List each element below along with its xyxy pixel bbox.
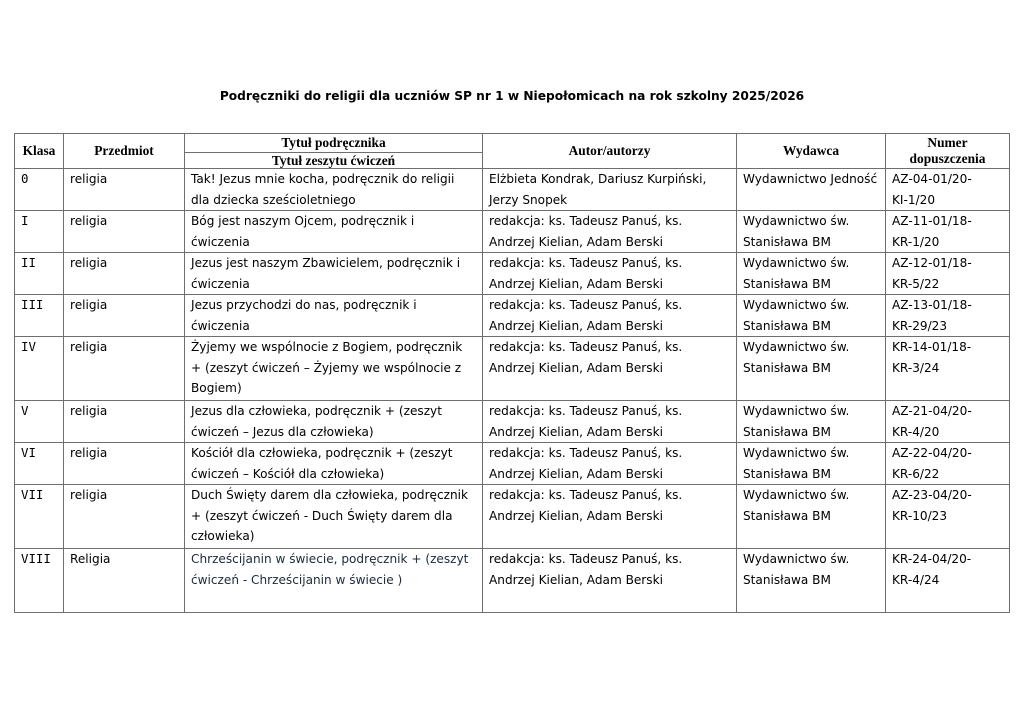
cell-wydawca: Wydawnictwo św. Stanisława BM bbox=[737, 337, 886, 401]
table-row bbox=[15, 337, 1010, 401]
cell-tytul: Duch Święty darem dla człowieka, podręcznik + (zeszyt ćwiczeń - Duch Święty darem dla człowieka) bbox=[185, 485, 483, 549]
cell-numer bbox=[886, 485, 1010, 549]
cell-numer bbox=[886, 337, 1010, 401]
cell-numer-line2: KR-1/20 bbox=[892, 234, 940, 249]
header-autor: Autor/autorzy bbox=[483, 134, 737, 169]
page-title: Podręczniki do religii dla uczniów SP nr 1 w Niepołomicach na rok szkolny 2025/2026 bbox=[219, 89, 805, 103]
header-numer-dopuszczenia bbox=[886, 134, 1010, 169]
header-numer-line2: dopuszczenia bbox=[909, 151, 986, 166]
cell-autor: redakcja: ks. Tadeusz Panuś, ks. Andrzej Kielian, Adam Berski bbox=[483, 443, 737, 485]
cell-numer-line2: KR-4/20 bbox=[892, 424, 940, 439]
cell-autor: Elżbieta Kondrak, Dariusz Kurpiński, Jerzy Snopek bbox=[483, 169, 737, 211]
cell-wydawca: Wydawnictwo św. Stanisława BM bbox=[737, 485, 886, 549]
cell-numer-line1: AZ-23-04/20- bbox=[892, 488, 972, 502]
cell-przedmiot: Religia bbox=[64, 549, 185, 613]
cell-numer-line2: KR-29/23 bbox=[892, 318, 948, 333]
cell-autor: redakcja: ks. Tadeusz Panuś, ks. Andrzej Kielian, Adam Berski bbox=[483, 211, 737, 253]
cell-numer-line1: AZ-11-01/18- bbox=[892, 214, 972, 228]
cell-numer-line1: AZ-21-04/20- bbox=[892, 404, 972, 418]
cell-numer-line1: KR-14-01/18- bbox=[892, 340, 972, 354]
table-row bbox=[15, 295, 1010, 337]
header-tytul-podrecznika: Tytuł podręcznika bbox=[185, 134, 483, 153]
textbook-table bbox=[14, 133, 1010, 613]
cell-wydawca: Wydawnictwo św. Stanisława BM bbox=[737, 253, 886, 295]
header-tytul-zeszytu: Tytuł zeszytu ćwiczeń bbox=[185, 153, 483, 169]
cell-numer bbox=[886, 295, 1010, 337]
cell-numer-line2: KR-5/22 bbox=[892, 276, 940, 291]
table-row bbox=[15, 401, 1010, 443]
cell-numer-line1: KR-24-04/20- bbox=[892, 552, 972, 566]
cell-wydawca: Wydawnictwo św. Stanisława BM bbox=[737, 401, 886, 443]
cell-tytul: Jezus dla człowieka, podręcznik + (zeszyt ćwiczeń – Jezus dla człowieka) bbox=[185, 401, 483, 443]
cell-przedmiot: religia bbox=[64, 337, 185, 401]
cell-autor: redakcja: ks. Tadeusz Panuś, ks. Andrzej Kielian, Adam Berski bbox=[483, 253, 737, 295]
table-row bbox=[15, 549, 1010, 613]
cell-autor: redakcja: ks. Tadeusz Panuś, ks. Andrzej Kielian, Adam Berski bbox=[483, 337, 737, 401]
cell-numer bbox=[886, 401, 1010, 443]
table-row bbox=[15, 253, 1010, 295]
cell-klasa: II bbox=[15, 253, 64, 295]
cell-numer-line2: KI-1/20 bbox=[892, 192, 936, 207]
cell-numer bbox=[886, 549, 1010, 613]
cell-numer bbox=[886, 253, 1010, 295]
cell-klasa: 0 bbox=[15, 169, 64, 211]
cell-tytul: Jezus przychodzi do nas, podręcznik i ćwiczenia bbox=[185, 295, 483, 337]
cell-numer bbox=[886, 443, 1010, 485]
cell-klasa: IV bbox=[15, 337, 64, 401]
cell-przedmiot: religia bbox=[64, 295, 185, 337]
cell-tytul: Bóg jest naszym Ojcem, podręcznik i ćwiczenia bbox=[185, 211, 483, 253]
cell-tytul: Żyjemy we wspólnocie z Bogiem, podręcznik + (zeszyt ćwiczeń – Żyjemy we wspólnocie z Bogiem) bbox=[185, 337, 483, 401]
cell-tytul: Chrześcijanin w świecie, podręcznik + (zeszyt ćwiczeń - Chrześcijanin w świecie ) bbox=[185, 549, 483, 613]
cell-numer-line1: AZ-22-04/20- bbox=[892, 446, 972, 460]
cell-numer-line2: KR-4/24 bbox=[892, 572, 940, 587]
cell-autor: redakcja: ks. Tadeusz Panuś, ks. Andrzej Kielian, Adam Berski bbox=[483, 401, 737, 443]
cell-tytul: Tak! Jezus mnie kocha, podręcznik do religii dla dziecka sześcioletniego bbox=[185, 169, 483, 211]
cell-przedmiot: religia bbox=[64, 169, 185, 211]
cell-klasa: VII bbox=[15, 485, 64, 549]
cell-autor: redakcja: ks. Tadeusz Panuś, ks. Andrzej Kielian, Adam Berski bbox=[483, 549, 737, 613]
cell-tytul: Jezus jest naszym Zbawicielem, podręcznik i ćwiczenia bbox=[185, 253, 483, 295]
table-row bbox=[15, 443, 1010, 485]
cell-przedmiot: religia bbox=[64, 211, 185, 253]
cell-tytul: Kościół dla człowieka, podręcznik + (zeszyt ćwiczeń – Kościół dla człowieka) bbox=[185, 443, 483, 485]
table-row bbox=[15, 485, 1010, 549]
cell-klasa: III bbox=[15, 295, 64, 337]
cell-autor: redakcja: ks. Tadeusz Panuś, ks. Andrzej Kielian, Adam Berski bbox=[483, 295, 737, 337]
cell-wydawca: Wydawnictwo św. Stanisława BM bbox=[737, 549, 886, 613]
header-klasa: Klasa bbox=[15, 134, 64, 169]
cell-numer-line2: KR-6/22 bbox=[892, 466, 940, 481]
cell-wydawca: Wydawnictwo św. Stanisława BM bbox=[737, 443, 886, 485]
cell-klasa: VI bbox=[15, 443, 64, 485]
cell-wydawca: Wydawnictwo Jedność bbox=[737, 169, 886, 211]
header-przedmiot: Przedmiot bbox=[64, 134, 185, 169]
cell-przedmiot: religia bbox=[64, 485, 185, 549]
cell-numer bbox=[886, 211, 1010, 253]
cell-wydawca: Wydawnictwo św. Stanisława BM bbox=[737, 211, 886, 253]
cell-klasa: VIII bbox=[15, 549, 64, 613]
header-wydawca: Wydawca bbox=[737, 134, 886, 169]
cell-wydawca: Wydawnictwo św. Stanisława BM bbox=[737, 295, 886, 337]
cell-przedmiot: religia bbox=[64, 401, 185, 443]
cell-numer-line2: KR-3/24 bbox=[892, 360, 940, 375]
cell-numer-line1: AZ-04-01/20- bbox=[892, 172, 972, 186]
cell-klasa: V bbox=[15, 401, 64, 443]
table-row bbox=[15, 211, 1010, 253]
table-row bbox=[15, 169, 1010, 211]
header-numer-line1: Numer bbox=[927, 135, 968, 150]
header-row bbox=[15, 134, 1010, 153]
cell-numer-line2: KR-10/23 bbox=[892, 508, 948, 523]
cell-numer bbox=[886, 169, 1010, 211]
cell-klasa: I bbox=[15, 211, 64, 253]
cell-numer-line1: AZ-13-01/18- bbox=[892, 298, 972, 312]
cell-przedmiot: religia bbox=[64, 443, 185, 485]
cell-autor: redakcja: ks. Tadeusz Panuś, ks. Andrzej Kielian, Adam Berski bbox=[483, 485, 737, 549]
cell-numer-line1: AZ-12-01/18- bbox=[892, 256, 972, 270]
cell-przedmiot: religia bbox=[64, 253, 185, 295]
